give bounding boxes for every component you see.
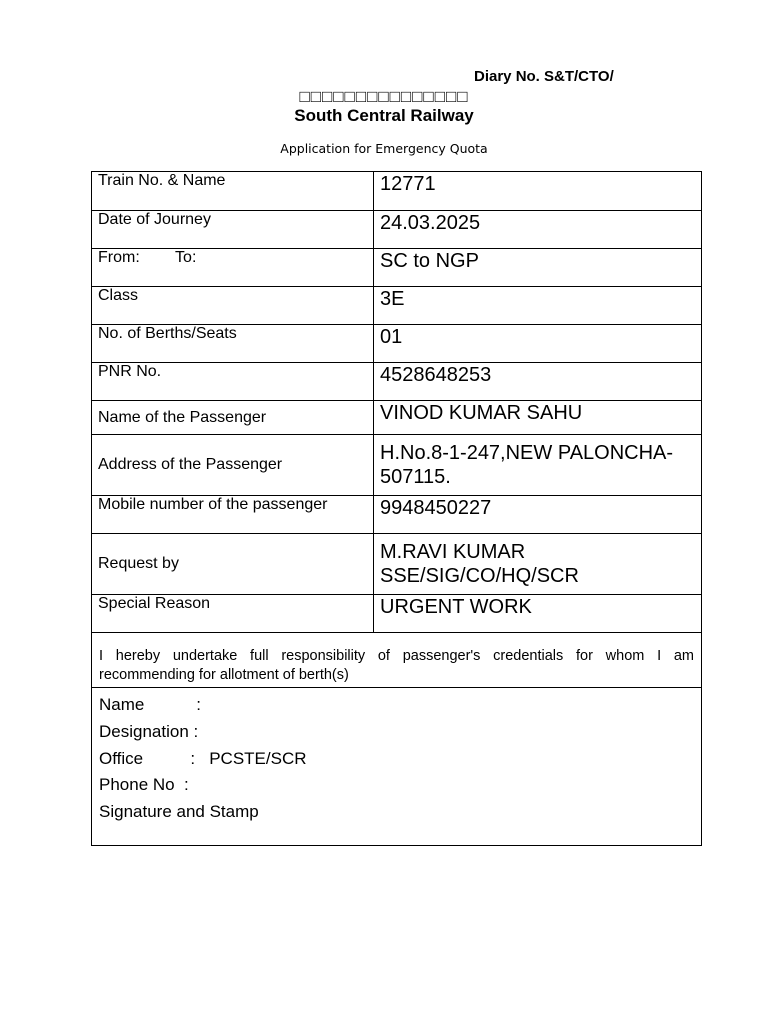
field-value: SC to NGP (374, 249, 702, 287)
field-value: URGENT WORK (374, 595, 702, 633)
form-row-class (92, 287, 702, 325)
field-label: Name of the Passenger (92, 401, 374, 435)
signatory-designation-line: Designation : (99, 721, 199, 741)
field-label: No. of Berths/Seats (92, 325, 374, 363)
hindi-org-title: □□□□□□□□□□□□□□□ (299, 87, 469, 106)
field-value: 12771 (374, 172, 702, 211)
field-label: From: To: (92, 249, 374, 287)
form-row-passenger-name (92, 401, 702, 435)
diary-number: Diary No. S&T/CTO/ (474, 68, 614, 85)
field-value: 3E (374, 287, 702, 325)
form-row-request-by (92, 534, 702, 595)
field-value: 4528648253 (374, 363, 702, 401)
form-row-berths (92, 325, 702, 363)
form-title: Application for Emergency Quota (280, 141, 488, 156)
field-value: VINOD KUMAR SAHU (374, 401, 702, 435)
field-value: 01 (374, 325, 702, 363)
field-label: PNR No. (92, 363, 374, 401)
field-label: Train No. & Name (92, 172, 374, 211)
form-row-pnr (92, 363, 702, 401)
form-row-train (92, 172, 702, 211)
field-value: 9948450227 (374, 496, 702, 534)
form-row-from-to (92, 249, 702, 287)
field-label: Request by (92, 534, 374, 595)
field-label: Address of the Passenger (92, 435, 374, 496)
field-label: Mobile number of the passenger (92, 496, 374, 534)
undertaking-text: I hereby undertake full responsibility of passenger's credentials for whom I am recommending for allotment of berth(s) (92, 633, 702, 688)
form-row-mobile (92, 496, 702, 534)
signatory-office-line: Office : PCSTE/SCR (99, 748, 307, 768)
signatory-name-line: Name : (99, 695, 202, 714)
form-row-date (92, 211, 702, 249)
org-name: South Central Railway (294, 106, 474, 125)
signatory-block (92, 688, 702, 846)
field-label: Date of Journey (92, 211, 374, 249)
signatory-row (92, 688, 702, 846)
field-label: Class (92, 287, 374, 325)
undertaking-row (92, 633, 702, 688)
form-row-address (92, 435, 702, 496)
form-row-special-reason (92, 595, 702, 633)
signature-stamp-line: Signature and Stamp (99, 802, 259, 822)
field-value: M.RAVI KUMAR SSE/SIG/CO/HQ/SCR (374, 534, 702, 595)
field-value: 24.03.2025 (374, 211, 702, 249)
field-label: Special Reason (92, 595, 374, 633)
emergency-quota-form (91, 171, 702, 846)
signatory-phone-line: Phone No : (99, 775, 189, 795)
field-value: H.No.8-1-247,NEW PALONCHA-507115. (374, 435, 702, 496)
